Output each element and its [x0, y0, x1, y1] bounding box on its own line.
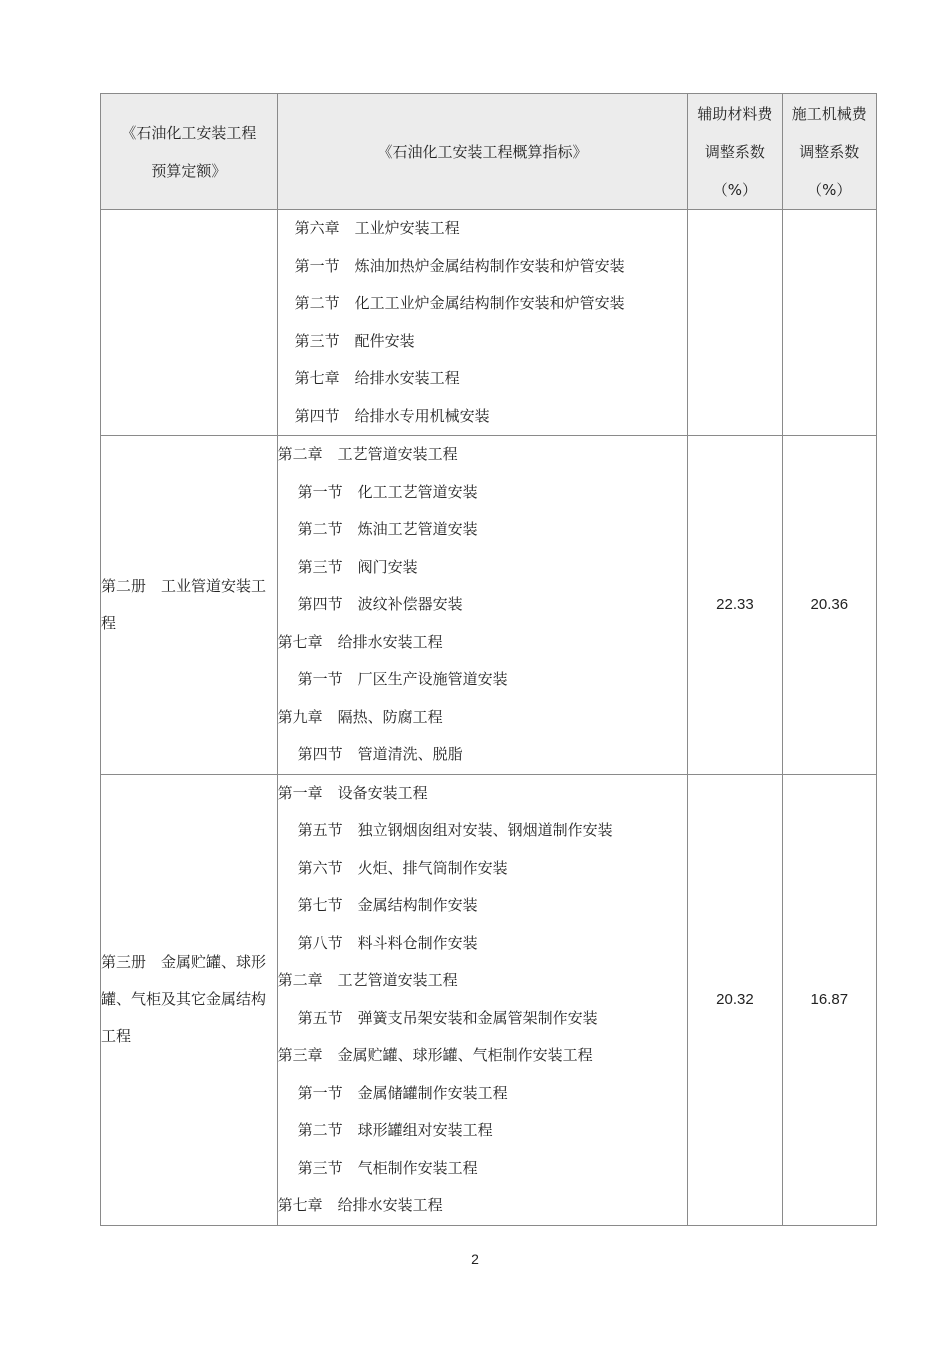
chapter-list-cell: [277, 436, 688, 775]
aux-material-coef-value: 22.33: [688, 436, 782, 775]
machinery-coef-value: 20.36: [782, 436, 876, 775]
section-line: 第四节 波纹补偿器安装: [297, 595, 463, 613]
coefficient-table: [100, 93, 877, 1226]
page-number: 2: [471, 1251, 479, 1267]
header-budget-quota: [101, 94, 278, 210]
chapter-line: 第七章 给排水安装工程: [277, 632, 443, 651]
machinery-coef-value: 16.87: [782, 774, 876, 1225]
section-line: 第一节 厂区生产设施管道安装: [297, 670, 508, 688]
header-mach-line3: （%）: [807, 180, 852, 199]
chapter-line: 第九章 隔热、防腐工程: [277, 707, 443, 726]
header-budget-quota-line1: 《石油化工安装工程: [121, 123, 257, 142]
table-row: [101, 210, 877, 436]
chapter-line: 第一章 设备安装工程: [277, 783, 428, 802]
section-line: 第七节 金属结构制作安装: [297, 896, 478, 914]
chapter-line: 第七章 给排水安装工程: [294, 369, 460, 387]
section-line: 第四节 给排水专用机械安装: [294, 406, 490, 425]
header-aux-line2: 调整系数: [704, 142, 765, 161]
section-line: 第二节 球形罐组对安装工程: [297, 1121, 493, 1139]
chapter-line: 第六章 工业炉安装工程: [294, 219, 460, 237]
header-machinery-coef: [782, 94, 876, 210]
section-line: 第三节 阀门安装: [297, 557, 418, 576]
section-line: 第三节 配件安装: [294, 331, 415, 350]
header-budget-quota-line2: 预算定额》: [151, 161, 227, 180]
chapter-line: 第七章 给排水安装工程: [277, 1196, 443, 1214]
header-row: [101, 94, 877, 210]
section-line: 第六节 火炬、排气筒制作安装: [297, 858, 508, 877]
header-mach-line2: 调整系数: [799, 142, 860, 161]
chapter-list-cell: [277, 774, 688, 1225]
chapter-line: 第二章 工艺管道安装工程: [277, 971, 458, 989]
chapter-line: 第二章 工艺管道安装工程: [277, 445, 458, 463]
machinery-coef-value: [782, 210, 876, 436]
section-line: 第二节 炼油工艺管道安装: [297, 520, 478, 538]
section-line: 第八节 料斗料仓制作安装: [297, 933, 478, 952]
header-aux-line3: （%）: [712, 180, 758, 199]
header-aux-material-coef: [688, 94, 782, 210]
table-row: [101, 436, 877, 775]
chapter-line: 第三章 金属贮罐、球形罐、气柜制作安装工程: [277, 1046, 593, 1064]
section-line: 第一节 金属储罐制作安装工程: [297, 1083, 508, 1102]
header-aux-line1: 辅助材料费: [697, 104, 773, 123]
section-line: 第五节 独立钢烟囱组对安装、钢烟道制作安装: [297, 821, 613, 839]
header-mach-line1: 施工机械费: [791, 104, 867, 123]
header-estimate-index: 《石油化工安装工程概算指标》: [277, 94, 688, 210]
aux-material-coef-value: [688, 210, 782, 436]
volume-cell: 第二册 工业管道安装工程: [101, 436, 278, 775]
volume-cell: [101, 210, 278, 436]
section-line: 第四节 管道清洗、脱脂: [297, 745, 463, 763]
aux-material-coef-value: 20.32: [688, 774, 782, 1225]
section-line: 第一节 化工工艺管道安装: [297, 482, 478, 501]
section-line: 第三节 气柜制作安装工程: [297, 1158, 478, 1177]
section-line: 第一节 炼油加热炉金属结构制作安装和炉管安装: [294, 256, 625, 275]
chapter-list-cell: [277, 210, 688, 436]
section-line: 第五节 弹簧支吊架安装和金属管架制作安装: [297, 1008, 598, 1027]
volume-cell: 第三册 金属贮罐、球形罐、气柜及其它金属结构工程: [101, 774, 278, 1225]
table-row: [101, 774, 877, 1225]
section-line: 第二节 化工工业炉金属结构制作安装和炉管安装: [294, 294, 625, 312]
